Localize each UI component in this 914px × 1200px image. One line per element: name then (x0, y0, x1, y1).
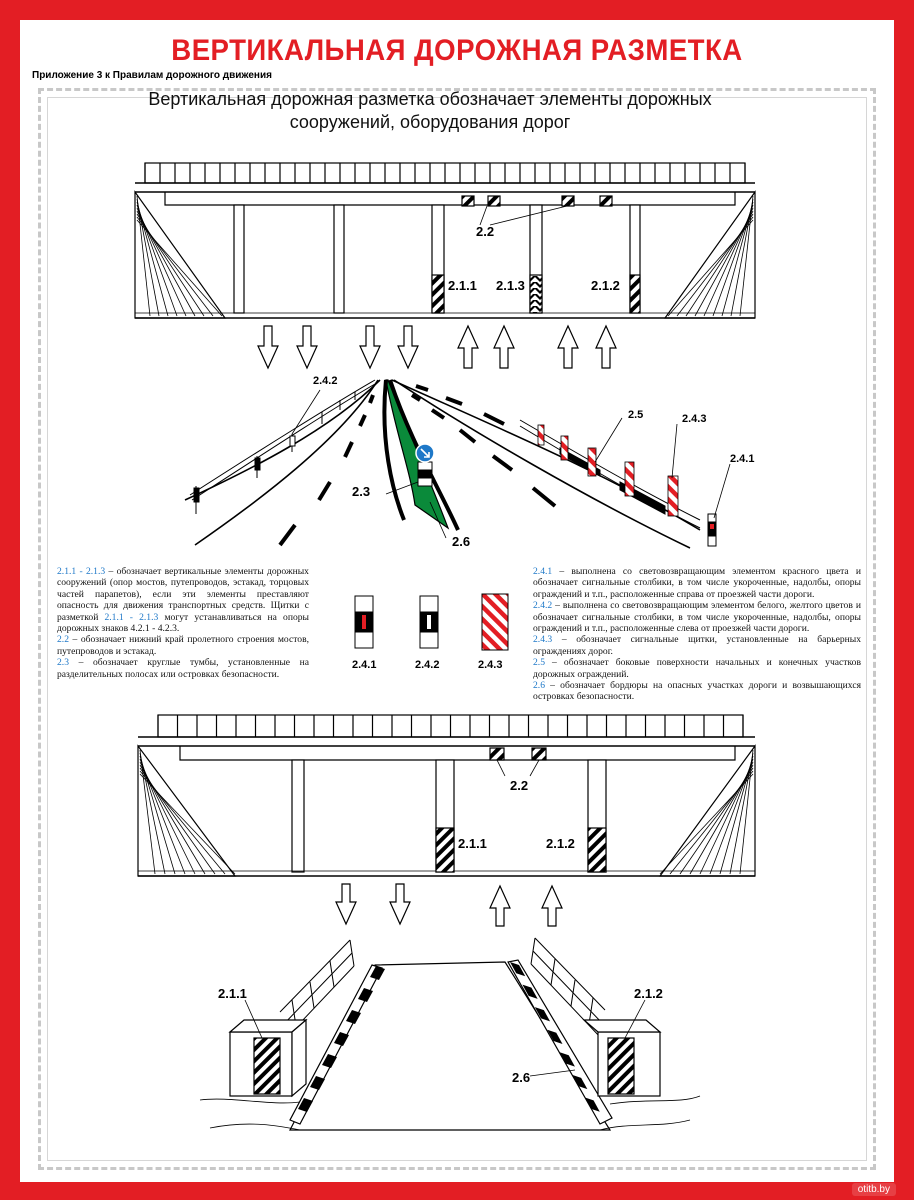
label-2-1-1-bottom: 2.1.1 (458, 836, 487, 851)
description-left (57, 566, 309, 680)
right-desc-code: 2.4.1 (533, 566, 553, 577)
watermark: otitb.by (852, 1183, 896, 1196)
arrows-top (258, 326, 616, 368)
label-2-5-road: 2.5 (628, 409, 644, 421)
left-desc-paragraph (57, 634, 309, 657)
right-desc-code: 2.4.3 (533, 634, 553, 646)
road-scene (185, 380, 730, 548)
left-desc-paragraph (57, 566, 309, 634)
label-2-6-ramp: 2.6 (512, 1070, 531, 1085)
label-2-1-3-top: 2.1.3 (496, 278, 525, 293)
right-desc-text: – выполнена со световозвращающим элементом красного цвета и обозначает сигнальные столбики, в том числе укороченные, надолбы, опоры ограждений и т.п., расположенные справа от проезжей части дороги. (533, 566, 861, 600)
left-desc-text: – обозначает нижний край пролетного строения мостов, путепроводов и эстакад. (57, 634, 309, 657)
right-desc-paragraph (533, 566, 861, 600)
label-2-1-1-top: 2.1.1 (448, 278, 477, 293)
right-desc-paragraph (533, 680, 861, 703)
left-desc-code: 2.1.1 - 2.1.3 (104, 611, 159, 623)
left-desc-paragraph (57, 657, 309, 680)
label-2-1-2-bottom: 2.1.2 (546, 836, 575, 851)
marker-label-2-4-1: 2.4.1 (352, 659, 377, 671)
label-2-3-road: 2.3 (352, 484, 371, 499)
label-2-2-bottom: 2.2 (510, 778, 529, 793)
poster-title: ВЕРТИКАЛЬНАЯ ДОРОЖНАЯ РАЗМЕТКА (171, 34, 743, 67)
label-2-6-road: 2.6 (452, 534, 471, 549)
intro-line-1: Вертикальная дорожная разметка обозначает элементы дорожных (148, 89, 712, 109)
label-2-4-2-road: 2.4.2 (313, 375, 338, 387)
bridge-top (135, 163, 755, 318)
marker-2-4-3 (482, 594, 508, 650)
label-2-1-2-top: 2.1.2 (591, 278, 620, 293)
right-desc-code: 2.6 (533, 680, 545, 692)
right-desc-text: – выполнена со световозвращающим элементом белого, желтого цветов и обозначает сигнальные столбики, в том числе укороченные, надолбы, опоры ограждений и т.п., расположенные слева от проезжей части дороги. (533, 600, 861, 635)
left-desc-text: – обозначает вертикальные элементы дорожных сооружений (опор мостов, путепроводов, эстакад, торцовых частей парапетов), если эти элементы преставляют опасность для движения транспортных средств. Щитки с разметкой (57, 566, 309, 623)
left-desc-text: – обозначает круглые тумбы, установленные на разделительных полосах или островках безопасности. (57, 657, 309, 680)
right-desc-code: 2.4.2 (533, 600, 553, 612)
bridge-bottom (138, 715, 755, 876)
left-desc-code: 2.2 (57, 634, 69, 646)
left-desc-code: 2.1.1 - 2.1.3 (57, 566, 106, 577)
label-2-4-1-road: 2.4.1 (730, 453, 755, 465)
marker-label-2-4-2: 2.4.2 (415, 659, 440, 671)
description-right (533, 566, 861, 703)
left-desc-code: 2.3 (57, 657, 69, 669)
left-desc-text: могут устанавливаться на опоры дорожных знаков 4.2.1 - 4.2.3. (57, 611, 309, 635)
right-desc-text: – обозначает бордюры на опасных участках дороги и возвышающихся островках безопасности. (533, 680, 861, 703)
right-desc-paragraph (533, 634, 861, 657)
right-desc-code: 2.5 (533, 657, 545, 669)
arrows-bottom (336, 884, 562, 926)
ramp-scene (200, 938, 700, 1130)
right-desc-paragraph (533, 600, 861, 634)
label-2-1-1-ramp: 2.1.1 (218, 986, 247, 1001)
marker-samples (355, 594, 508, 650)
intro-line-2: сооружений, оборудования дорог (289, 112, 571, 132)
poster-subtitle: Приложение 3 к Правилам дорожного движения (32, 70, 272, 81)
right-desc-paragraph (533, 657, 861, 680)
label-2-1-2-ramp: 2.1.2 (634, 986, 663, 1001)
label-2-2-top: 2.2 (476, 224, 495, 239)
label-2-4-3-road: 2.4.3 (682, 413, 707, 425)
right-desc-text: – обозначает сигнальные щитки, установленные на барьерных ограждениях дорог. (533, 634, 861, 657)
right-desc-text: – обозначает боковые поверхности начальных и конечных участков дорожных ограждений. (533, 657, 861, 680)
marker-label-2-4-3: 2.4.3 (478, 659, 503, 671)
